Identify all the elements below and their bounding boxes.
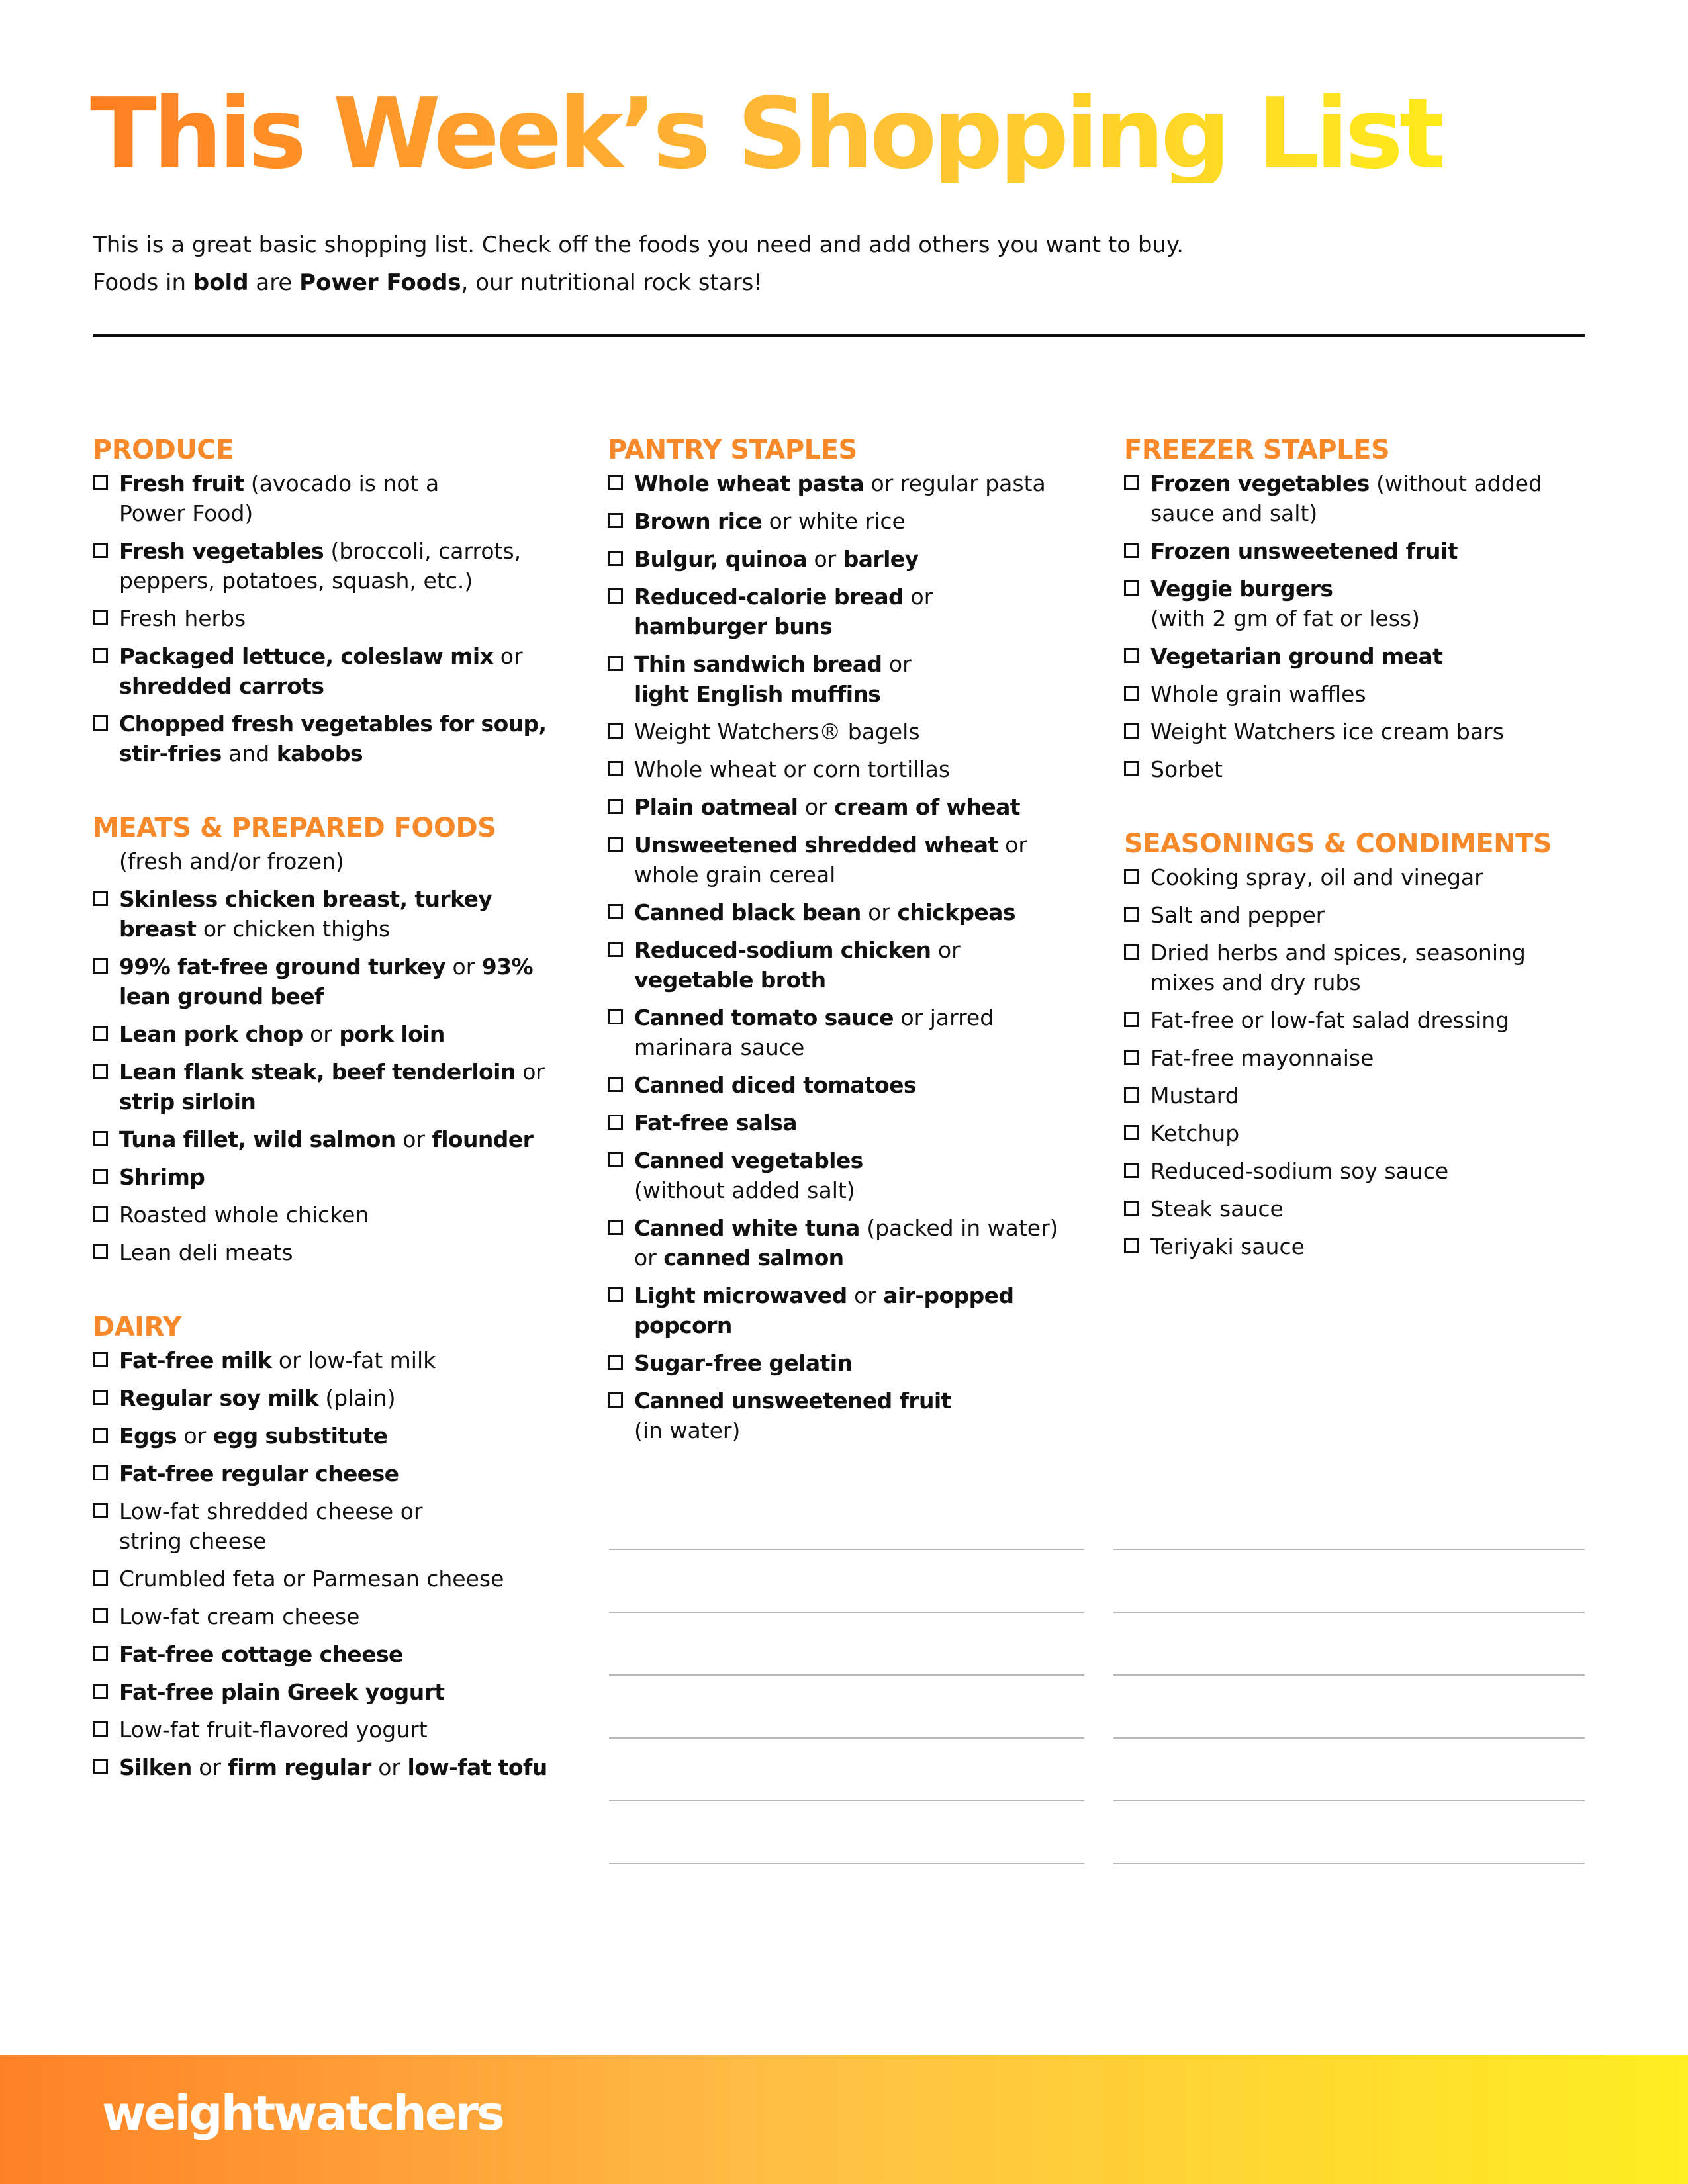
power-food-text: Tuna fillet, wild salmon <box>119 1126 396 1152</box>
intro-line-1: This is a great basic shopping list. Check off the foods you need and add others you want to buy. <box>93 232 1184 258</box>
list-item <box>93 1459 556 1488</box>
write-in-line[interactable] <box>1113 1612 1585 1613</box>
intro-bold-power-foods: Power Foods <box>299 269 461 296</box>
item-text: or low-fat milk <box>271 1347 436 1373</box>
list-item <box>93 469 556 528</box>
checkbox-icon[interactable] <box>93 1570 108 1586</box>
list-item <box>1124 641 1601 671</box>
item-text: and <box>221 741 277 766</box>
power-food-text: Fat-free regular cheese <box>119 1461 399 1486</box>
write-in-line[interactable] <box>609 1612 1084 1613</box>
intro-line-2 <box>93 264 1549 302</box>
list-item <box>608 935 1084 995</box>
item-text: (without added salt) <box>634 1177 855 1203</box>
checkbox-icon[interactable] <box>608 904 623 919</box>
section-title: PANTRY STAPLES <box>608 435 857 465</box>
item-text: Cooking spray, oil and vinegar <box>1150 864 1483 890</box>
item-text: (in water) <box>634 1418 741 1443</box>
item-text: Low-fat cream cheese <box>119 1604 360 1629</box>
write-in-line[interactable] <box>609 1863 1084 1864</box>
power-food-text: Light microwaved <box>634 1283 847 1308</box>
checkbox-icon[interactable] <box>608 551 623 566</box>
checkbox-icon[interactable] <box>608 1009 623 1024</box>
checkbox-icon[interactable] <box>1124 761 1139 776</box>
checkbox-icon[interactable] <box>608 588 623 604</box>
item-text: (with 2 gm of fat or less) <box>1150 606 1420 631</box>
list-item <box>1124 469 1601 528</box>
checkbox-icon[interactable] <box>1124 580 1139 596</box>
list-item <box>608 1386 1084 1445</box>
item-text: Roasted whole chicken <box>119 1202 369 1228</box>
power-food-text: cream of wheat <box>834 794 1020 820</box>
list-item <box>93 1124 556 1154</box>
item-text: Lean deli meats <box>119 1240 293 1265</box>
list-item <box>608 1146 1084 1205</box>
item-text: Fat-free or low-fat salad dressing <box>1150 1007 1510 1033</box>
section-note: (fresh and/or frozen) <box>119 848 344 874</box>
list-item <box>1124 1232 1601 1261</box>
checkbox-icon[interactable] <box>1124 1087 1139 1103</box>
checkbox-icon[interactable] <box>608 761 623 776</box>
list-item <box>93 604 556 633</box>
power-food-text: Bulgur, quinoa <box>634 546 807 572</box>
checkbox-icon[interactable] <box>93 1244 108 1259</box>
checkbox-icon[interactable] <box>93 1608 108 1623</box>
list-item <box>608 1070 1084 1100</box>
write-in-line[interactable] <box>1113 1549 1585 1550</box>
list-item <box>608 1281 1084 1340</box>
write-in-line[interactable] <box>609 1674 1084 1676</box>
section-freezer-staples <box>1124 432 1601 784</box>
power-food-text: Canned white tuna <box>634 1215 860 1241</box>
item-text: Teriyaki sauce <box>1150 1234 1305 1259</box>
item-text: or chicken thighs <box>196 916 391 942</box>
list-item <box>93 1421 556 1451</box>
list-item <box>93 641 556 701</box>
write-in-line[interactable] <box>1113 1737 1585 1739</box>
list-item <box>93 1496 556 1556</box>
section-dairy <box>93 1308 556 1782</box>
list-item <box>93 1238 556 1267</box>
power-food-text: hamburger buns <box>634 614 833 639</box>
item-text: (without added sauce and salt) <box>1150 471 1542 526</box>
section-title: SEASONINGS & CONDIMENTS <box>1124 829 1552 859</box>
item-text: Fat-free mayonnaise <box>1150 1045 1374 1071</box>
list-item <box>93 1677 556 1707</box>
write-in-line[interactable] <box>609 1737 1084 1739</box>
item-text: or regular pasta <box>864 471 1046 496</box>
power-food-text: Unsweetened shredded wheat <box>634 832 998 858</box>
item-text: Reduced-sodium soy sauce <box>1150 1158 1449 1184</box>
list-item <box>608 649 1084 709</box>
list-item <box>608 897 1084 927</box>
power-food-text: Canned vegetables <box>634 1148 863 1173</box>
page-title: This Week’s Shopping List <box>90 77 1442 191</box>
list-item <box>93 1715 556 1745</box>
intro-text-part: are <box>248 269 300 296</box>
checkbox-icon[interactable] <box>93 1169 108 1184</box>
item-text: or <box>500 643 523 669</box>
item-text: Sorbet <box>1150 756 1223 782</box>
checkbox-icon[interactable] <box>608 1355 623 1370</box>
item-text: Whole wheat or corn tortillas <box>634 756 951 782</box>
list-item <box>608 717 1084 747</box>
checkbox-icon[interactable] <box>608 475 623 490</box>
section-title: MEATS & PREPARED FOODS <box>93 813 496 843</box>
power-food-text: Canned unsweetened fruit <box>634 1388 951 1414</box>
item-text: or <box>445 954 482 979</box>
item-list <box>1124 862 1601 1261</box>
write-in-line[interactable] <box>609 1549 1084 1550</box>
list-item <box>1124 900 1601 930</box>
power-food-text: vegetable broth <box>634 967 826 993</box>
intro-text <box>93 226 1549 302</box>
power-food-text: Canned diced tomatoes <box>634 1072 916 1098</box>
power-food-text: Vegetarian ground meat <box>1150 643 1443 669</box>
item-text: Fresh herbs <box>119 606 246 631</box>
item-text: or white rice <box>762 508 906 534</box>
list-item <box>93 952 556 1011</box>
power-food-text: pork loin <box>339 1021 445 1047</box>
checkbox-icon[interactable] <box>93 1503 108 1518</box>
list-item <box>93 1602 556 1631</box>
list-item <box>93 1752 556 1782</box>
checkbox-icon[interactable] <box>608 1115 623 1130</box>
list-item <box>93 536 556 596</box>
list-item <box>1124 1005 1601 1035</box>
item-text: or whole grain cereal <box>634 832 1027 887</box>
item-text: (avocado is not a Power Food) <box>119 471 440 526</box>
item-text: Whole grain waffles <box>1150 681 1366 707</box>
list-item <box>93 884 556 944</box>
item-text: Weight Watchers ice cream bars <box>1150 719 1504 745</box>
power-food-text: Brown rice <box>634 508 763 534</box>
checkbox-icon[interactable] <box>1124 1012 1139 1027</box>
column-2 <box>608 432 1084 1486</box>
item-text: or <box>861 899 898 925</box>
checkbox-icon[interactable] <box>1124 1201 1139 1216</box>
item-text: Dried herbs and spices, seasoning mixes and dry rubs <box>1150 940 1526 995</box>
list-item <box>608 1108 1084 1138</box>
power-food-text: egg substitute <box>212 1423 388 1449</box>
power-food-text: Fresh fruit <box>119 471 244 496</box>
list-item <box>608 506 1084 536</box>
list-item <box>1124 536 1601 566</box>
list-item <box>608 792 1084 822</box>
power-food-text: Reduced-sodium chicken <box>634 937 931 963</box>
power-food-text: Silken <box>119 1754 192 1780</box>
power-food-text: barley <box>843 546 919 572</box>
checkbox-icon[interactable] <box>608 1287 623 1302</box>
checkbox-icon[interactable] <box>1124 648 1139 663</box>
list-item <box>1124 938 1601 997</box>
list-item <box>1124 717 1601 747</box>
header-divider <box>93 334 1585 337</box>
item-text: Low-fat fruit-flavored yogurt <box>119 1717 428 1743</box>
item-text: Low-fat shredded cheese or string cheese <box>119 1498 423 1554</box>
checkbox-icon[interactable] <box>1124 1163 1139 1178</box>
write-in-line[interactable] <box>609 1800 1084 1801</box>
power-food-text: Skinless chicken breast, turkey breast <box>119 886 492 942</box>
list-item <box>608 830 1084 889</box>
item-text: or <box>395 1126 432 1152</box>
checkbox-icon[interactable] <box>1124 944 1139 960</box>
section-title: FREEZER STAPLES <box>1124 435 1390 465</box>
list-item <box>608 469 1084 498</box>
power-food-text: Chopped fresh vegetables for soup, stir-fries <box>119 711 547 766</box>
list-item <box>1124 1043 1601 1073</box>
checkbox-icon[interactable] <box>93 891 108 906</box>
list-item <box>93 1383 556 1413</box>
section-title: DAIRY <box>93 1312 182 1342</box>
checkbox-icon[interactable] <box>1124 1050 1139 1065</box>
item-text: Ketchup <box>1150 1120 1240 1146</box>
item-text: or <box>177 1423 213 1449</box>
power-food-text: Veggie burgers <box>1150 576 1333 602</box>
checkbox-icon[interactable] <box>608 656 623 671</box>
write-in-lines-left <box>609 1549 1084 1926</box>
checkbox-icon[interactable] <box>608 1077 623 1092</box>
intro-text-part: , our nutritional rock stars! <box>461 269 763 296</box>
power-food-text: Sugar-free gelatin <box>634 1350 853 1376</box>
item-list <box>93 469 556 768</box>
section-produce <box>93 432 556 768</box>
item-text: Mustard <box>1150 1083 1239 1109</box>
checkbox-icon[interactable] <box>93 648 108 663</box>
section-title: PRODUCE <box>93 435 234 465</box>
checkbox-icon[interactable] <box>93 610 108 625</box>
checkbox-icon[interactable] <box>608 837 623 852</box>
checkbox-icon[interactable] <box>608 799 623 814</box>
power-food-text: 99% fat-free ground turkey <box>119 954 446 979</box>
item-text: or <box>522 1059 545 1085</box>
section-pantry-staples <box>608 432 1084 1445</box>
list-item <box>1124 754 1601 784</box>
power-food-text: Canned black bean <box>634 899 861 925</box>
checkbox-icon[interactable] <box>93 1064 108 1079</box>
section-seasonings-condiments <box>1124 825 1601 1261</box>
list-item <box>608 1348 1084 1378</box>
item-text: Salt and pepper <box>1150 902 1325 928</box>
power-food-text: Fat-free plain Greek yogurt <box>119 1679 445 1705</box>
item-text: or <box>798 794 835 820</box>
power-food-text: firm regular <box>228 1754 371 1780</box>
list-item <box>1124 1118 1601 1148</box>
list-item <box>1124 1194 1601 1224</box>
power-food-text: Thin sandwich bread <box>634 651 882 677</box>
intro-bold-word: bold <box>193 269 249 296</box>
power-food-text: Lean pork chop <box>119 1021 303 1047</box>
checkbox-icon[interactable] <box>1124 869 1139 884</box>
power-food-text: Fat-free cottage cheese <box>119 1641 403 1667</box>
power-food-text: Packaged lettuce, coleslaw mix <box>119 643 494 669</box>
column-3 <box>1124 432 1601 1302</box>
list-item <box>608 582 1084 641</box>
item-text: or jarred marinara sauce <box>634 1005 994 1060</box>
checkbox-icon[interactable] <box>93 715 108 731</box>
checkbox-icon[interactable] <box>1124 543 1139 558</box>
power-food-text: Lean flank steak, beef tenderloin <box>119 1059 516 1085</box>
item-text: (packed in water) or <box>634 1215 1058 1271</box>
item-text: Weight Watchers® bagels <box>634 719 920 745</box>
power-food-text: chickpeas <box>897 899 1015 925</box>
power-food-text: Eggs <box>119 1423 177 1449</box>
item-text: or <box>806 546 843 572</box>
list-item <box>93 1162 556 1192</box>
write-in-line[interactable] <box>1113 1674 1585 1676</box>
power-food-text: Whole wheat pasta <box>634 471 865 496</box>
checkbox-icon[interactable] <box>93 1026 108 1041</box>
item-text: (broccoli, carrots, peppers, potatoes, squash, etc.) <box>119 538 522 594</box>
list-item <box>608 754 1084 784</box>
item-text: or <box>910 584 933 610</box>
checkbox-icon[interactable] <box>93 1390 108 1405</box>
section-meats-prepared-foods <box>93 809 556 1267</box>
list-item <box>608 1213 1084 1273</box>
checkbox-icon[interactable] <box>93 1206 108 1222</box>
power-food-text: Fat-free milk <box>119 1347 272 1373</box>
power-food-text: Canned tomato sauce <box>634 1005 894 1030</box>
item-text: or <box>303 1021 340 1047</box>
checkbox-icon[interactable] <box>93 1721 108 1737</box>
power-food-text: Frozen vegetables <box>1150 471 1370 496</box>
item-text: or <box>371 1754 408 1780</box>
checkbox-icon[interactable] <box>93 1465 108 1480</box>
item-text: Steak sauce <box>1150 1196 1284 1222</box>
footer-banner <box>0 2055 1688 2184</box>
power-food-text: canned salmon <box>663 1245 844 1271</box>
checkbox-icon[interactable] <box>93 958 108 974</box>
power-food-text: Reduced-calorie bread <box>634 584 904 610</box>
power-food-text: Plain oatmeal <box>634 794 798 820</box>
list-item <box>1124 862 1601 892</box>
write-in-lines-right <box>1113 1549 1585 1926</box>
power-food-text: kabobs <box>276 741 363 766</box>
power-food-text: strip sirloin <box>119 1089 256 1115</box>
list-item <box>93 1345 556 1375</box>
checkbox-icon[interactable] <box>93 1646 108 1661</box>
checkbox-icon[interactable] <box>93 1684 108 1699</box>
checkbox-icon[interactable] <box>93 543 108 558</box>
checkbox-icon[interactable] <box>93 1352 108 1367</box>
checkbox-icon[interactable] <box>93 1428 108 1443</box>
item-text: or <box>847 1283 884 1308</box>
checkbox-icon[interactable] <box>608 1392 623 1408</box>
checkbox-icon[interactable] <box>1124 1238 1139 1253</box>
item-text: (plain) <box>318 1385 396 1411</box>
list-item <box>608 1003 1084 1062</box>
weightwatchers-logo: weightwatchers <box>102 2085 503 2141</box>
checkbox-icon[interactable] <box>608 1152 623 1167</box>
list-item <box>93 1639 556 1669</box>
checkbox-icon[interactable] <box>93 475 108 490</box>
item-text: or <box>888 651 912 677</box>
item-list <box>93 884 556 1267</box>
item-text: Crumbled feta or Parmesan cheese <box>119 1566 504 1592</box>
write-in-line[interactable] <box>1113 1800 1585 1801</box>
power-food-text: Frozen unsweetened fruit <box>1150 538 1458 564</box>
item-list <box>1124 469 1601 784</box>
power-food-text: 93% lean ground beef <box>119 954 533 1009</box>
power-food-text: Fat-free salsa <box>634 1110 797 1136</box>
list-item <box>1124 1081 1601 1111</box>
checkbox-icon[interactable] <box>608 942 623 957</box>
checkbox-icon[interactable] <box>1124 907 1139 922</box>
checkbox-icon[interactable] <box>608 1220 623 1235</box>
power-food-text: flounder <box>432 1126 534 1152</box>
list-item <box>93 1019 556 1049</box>
power-food-text: air-popped popcorn <box>634 1283 1014 1338</box>
list-item <box>93 1200 556 1230</box>
checkbox-icon[interactable] <box>93 1759 108 1774</box>
write-in-line[interactable] <box>1113 1863 1585 1864</box>
list-item <box>93 1057 556 1116</box>
list-item <box>1124 1156 1601 1186</box>
list-item <box>608 544 1084 574</box>
column-1 <box>93 432 556 1823</box>
list-item <box>93 709 556 768</box>
checkbox-icon[interactable] <box>1124 475 1139 490</box>
item-text: or <box>191 1754 228 1780</box>
item-text: or <box>937 937 961 963</box>
list-item <box>93 1564 556 1594</box>
list-item <box>1124 679 1601 709</box>
power-food-text: shredded carrots <box>119 673 324 699</box>
power-food-text: Regular soy milk <box>119 1385 318 1411</box>
power-food-text: light English muffins <box>634 681 881 707</box>
power-food-text: low-fat tofu <box>407 1754 547 1780</box>
power-food-text: Shrimp <box>119 1164 205 1190</box>
checkbox-icon[interactable] <box>1124 723 1139 739</box>
checkbox-icon[interactable] <box>608 723 623 739</box>
checkbox-icon[interactable] <box>1124 1125 1139 1140</box>
list-item <box>1124 574 1601 633</box>
checkbox-icon[interactable] <box>93 1131 108 1146</box>
checkbox-icon[interactable] <box>608 513 623 528</box>
intro-text-part: Foods in <box>93 269 193 296</box>
checkbox-icon[interactable] <box>1124 686 1139 701</box>
power-food-text: Fresh vegetables <box>119 538 324 564</box>
item-list <box>608 469 1084 1445</box>
item-list <box>93 1345 556 1782</box>
